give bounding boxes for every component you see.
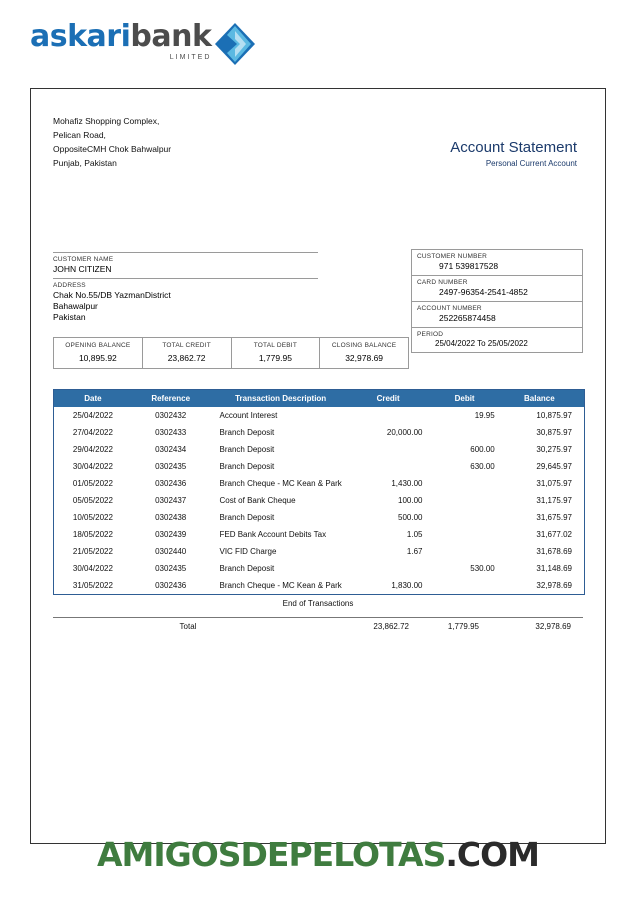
customer-number-label: CUSTOMER NUMBER bbox=[417, 253, 488, 260]
card-number-label: CARD NUMBER bbox=[417, 279, 468, 286]
balance-summary bbox=[53, 337, 409, 369]
cell-description: Branch Deposit bbox=[219, 564, 275, 573]
cell-reference: 0302440 bbox=[155, 547, 187, 556]
transactions-table bbox=[54, 390, 584, 594]
opening-balance-cell bbox=[54, 338, 143, 368]
cell-balance: 31,175.97 bbox=[536, 496, 572, 505]
account-number-cell bbox=[412, 302, 582, 328]
closing-balance-value: 32,978.69 bbox=[345, 353, 384, 363]
cell-reference: 0302435 bbox=[155, 564, 187, 573]
cell-balance: 10,875.97 bbox=[536, 411, 572, 420]
cell-balance: 30,275.97 bbox=[536, 445, 572, 454]
cell-date: 05/05/2022 bbox=[72, 496, 113, 505]
cell-balance: 31,075.97 bbox=[536, 479, 572, 488]
cell-debit bbox=[428, 424, 500, 441]
watermark-part-one: AMIGOSDEPELOTAS bbox=[96, 835, 446, 874]
cell-reference: 0302434 bbox=[155, 445, 187, 454]
cell-reference: 0302439 bbox=[155, 530, 187, 539]
cell-date: 01/05/2022 bbox=[72, 479, 113, 488]
totals-row bbox=[53, 617, 583, 631]
cell-reference: 0302437 bbox=[155, 496, 187, 505]
cell-date: 29/04/2022 bbox=[72, 445, 113, 454]
cell-credit: 20,000.00 bbox=[386, 428, 423, 437]
cell-reference: 0302438 bbox=[155, 513, 187, 522]
account-number-label: ACCOUNT NUMBER bbox=[417, 305, 482, 312]
account-number-value: 252265874458 bbox=[439, 313, 496, 323]
period-cell bbox=[412, 328, 582, 352]
table-row bbox=[54, 407, 584, 424]
column-header-debit: Debit bbox=[428, 390, 500, 407]
branch-address-line: Punjab, Pakistan bbox=[53, 158, 117, 168]
table-row bbox=[54, 458, 584, 475]
table-row bbox=[54, 475, 584, 492]
cell-credit bbox=[348, 407, 429, 424]
cell-debit bbox=[428, 526, 500, 543]
cell-debit: 530.00 bbox=[470, 564, 495, 573]
totals-debit: 1,779.95 bbox=[447, 622, 479, 631]
watermark bbox=[0, 835, 636, 874]
cell-date: 30/04/2022 bbox=[72, 564, 113, 573]
statement-subtitle: Personal Current Account bbox=[485, 159, 577, 168]
cell-debit: 630.00 bbox=[470, 462, 495, 471]
cell-date: 21/05/2022 bbox=[72, 547, 113, 556]
cell-balance: 29,645.97 bbox=[536, 462, 572, 471]
totals-credit: 23,862.72 bbox=[373, 622, 409, 631]
column-header-date: Date bbox=[54, 390, 132, 407]
period-label: PERIOD bbox=[417, 331, 444, 338]
cell-credit: 1.67 bbox=[406, 547, 423, 556]
cell-debit bbox=[428, 475, 500, 492]
branch-address bbox=[53, 114, 171, 170]
cell-credit: 100.00 bbox=[398, 496, 423, 505]
opening-balance-label: OPENING BALANCE bbox=[65, 342, 131, 349]
column-header-reference: Reference bbox=[132, 390, 210, 407]
card-number-value: 2497-96354-2541-4852 bbox=[439, 287, 528, 297]
cell-description: Account Interest bbox=[219, 411, 278, 420]
total-credit-cell bbox=[143, 338, 232, 368]
table-row bbox=[54, 492, 584, 509]
cell-reference: 0302435 bbox=[155, 462, 187, 471]
cell-balance: 32,978.69 bbox=[536, 581, 572, 590]
cell-description: Branch Deposit bbox=[219, 445, 275, 454]
cell-credit bbox=[348, 458, 429, 475]
cell-description: VIC FID Charge bbox=[219, 547, 277, 556]
cell-credit: 500.00 bbox=[398, 513, 423, 522]
cell-credit: 1.05 bbox=[406, 530, 423, 539]
cell-description: Branch Deposit bbox=[219, 428, 275, 437]
customer-number-cell bbox=[412, 250, 582, 276]
branch-address-line: OppositeCMH Chok Bahwalpur bbox=[53, 144, 172, 154]
table-row bbox=[54, 424, 584, 441]
cell-credit bbox=[348, 441, 429, 458]
cell-date: 30/04/2022 bbox=[72, 462, 113, 471]
cell-description: Branch Deposit bbox=[219, 462, 275, 471]
table-row bbox=[54, 560, 584, 577]
cell-debit: 19.95 bbox=[474, 411, 495, 420]
page-title: Account Statement bbox=[450, 139, 577, 156]
cell-date: 18/05/2022 bbox=[72, 530, 113, 539]
transactions-table-wrapper bbox=[53, 389, 585, 595]
total-debit-value: 1,779.95 bbox=[258, 353, 292, 363]
closing-balance-cell bbox=[320, 338, 408, 368]
cell-debit: 600.00 bbox=[470, 445, 495, 454]
table-row bbox=[54, 526, 584, 543]
table-row bbox=[54, 543, 584, 560]
cell-balance: 31,678.69 bbox=[536, 547, 572, 556]
total-credit-value: 23,862.72 bbox=[167, 353, 206, 363]
cell-date: 27/04/2022 bbox=[72, 428, 113, 437]
cell-description: Cost of Bank Cheque bbox=[219, 496, 296, 505]
column-header-description: Transaction Description bbox=[210, 390, 348, 407]
cell-description: Branch Cheque - MC Kean & Park bbox=[219, 479, 342, 488]
logo-text-askari: askari bbox=[30, 19, 131, 54]
cell-description: FED Bank Account Debits Tax bbox=[219, 530, 327, 539]
cell-balance: 31,675.97 bbox=[536, 513, 572, 522]
customer-address-line: Pakistan bbox=[53, 312, 86, 322]
bank-logo bbox=[30, 19, 255, 70]
total-debit-cell bbox=[232, 338, 321, 368]
cell-balance: 30,875.97 bbox=[536, 428, 572, 437]
cell-debit bbox=[428, 509, 500, 526]
logo-subtitle: LIMITED bbox=[169, 54, 212, 61]
customer-name-value: JOHN CITIZEN bbox=[53, 264, 112, 274]
cell-date: 25/04/2022 bbox=[72, 411, 113, 420]
card-number-cell bbox=[412, 276, 582, 302]
cell-reference: 0302433 bbox=[155, 428, 187, 437]
branch-address-line: Pelican Road, bbox=[53, 130, 106, 140]
cell-debit bbox=[428, 577, 500, 594]
logo-text-bank: bank bbox=[130, 19, 212, 54]
totals-balance: 32,978.69 bbox=[535, 622, 571, 631]
account-identifiers bbox=[411, 249, 583, 353]
cell-date: 10/05/2022 bbox=[72, 513, 113, 522]
cell-date: 31/05/2022 bbox=[72, 581, 113, 590]
cell-balance: 31,148.69 bbox=[536, 564, 572, 573]
cell-description: Branch Cheque - MC Kean & Park bbox=[219, 581, 342, 590]
cell-debit bbox=[428, 543, 500, 560]
customer-address-line: Bahawalpur bbox=[53, 301, 98, 311]
transactions-body bbox=[54, 407, 584, 594]
table-row bbox=[54, 509, 584, 526]
cell-credit bbox=[348, 560, 429, 577]
table-row bbox=[54, 441, 584, 458]
opening-balance-value: 10,895.92 bbox=[78, 353, 117, 363]
cell-reference: 0302432 bbox=[155, 411, 187, 420]
cell-credit: 1,830.00 bbox=[391, 581, 423, 590]
cell-debit bbox=[428, 492, 500, 509]
customer-details bbox=[53, 249, 318, 326]
cell-credit: 1,430.00 bbox=[391, 479, 423, 488]
diamond-arrow-icon bbox=[215, 23, 255, 70]
customer-address-line: Chak No.55/DB YazmanDistrict bbox=[53, 290, 171, 300]
table-row bbox=[54, 577, 584, 594]
customer-address-label: ADDRESS bbox=[53, 282, 86, 289]
cell-balance: 31,677.02 bbox=[536, 530, 572, 539]
customer-number-value: 971 539817528 bbox=[439, 261, 499, 271]
period-value: 25/04/2022 To 25/05/2022 bbox=[435, 339, 528, 348]
statement-frame bbox=[30, 88, 606, 844]
watermark-part-two: .COM bbox=[445, 835, 540, 874]
statement-title-block bbox=[450, 139, 577, 168]
customer-name-label: CUSTOMER NAME bbox=[53, 256, 114, 263]
column-header-balance: Balance bbox=[501, 390, 584, 407]
cell-reference: 0302436 bbox=[155, 479, 187, 488]
table-header-row bbox=[54, 390, 584, 407]
branch-address-line: Mohafiz Shopping Complex, bbox=[53, 116, 160, 126]
end-of-transactions-note: End of Transactions bbox=[282, 599, 354, 608]
total-credit-label: TOTAL CREDIT bbox=[162, 342, 211, 349]
cell-reference: 0302436 bbox=[155, 581, 187, 590]
cell-description: Branch Deposit bbox=[219, 513, 275, 522]
closing-balance-label: CLOSING BALANCE bbox=[331, 342, 397, 349]
totals-label: Total bbox=[179, 622, 197, 631]
total-debit-label: TOTAL DEBIT bbox=[253, 342, 297, 349]
column-header-credit: Credit bbox=[348, 390, 429, 407]
